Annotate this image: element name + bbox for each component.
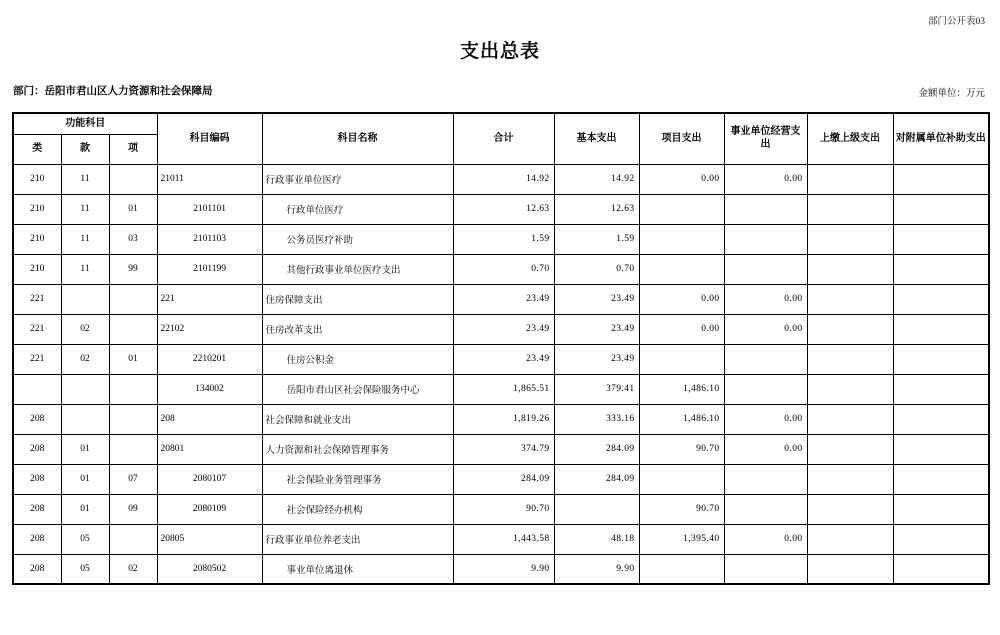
cell-xiang: 01	[109, 344, 157, 374]
header-section: 款	[61, 134, 109, 164]
table-row	[13, 314, 989, 344]
cell-operating: 0.00	[724, 404, 807, 434]
cell-xiang	[109, 284, 157, 314]
table-row	[13, 404, 989, 434]
cell-basic: 0.70	[554, 254, 639, 284]
cell-operating	[724, 224, 807, 254]
cell-name: 事业单位离退休	[262, 554, 453, 584]
cell-xiang: 01	[109, 194, 157, 224]
cell-xiang	[109, 524, 157, 554]
cell-total: 23.49	[453, 314, 554, 344]
cell-basic: 284.09	[554, 464, 639, 494]
cell-operating	[724, 344, 807, 374]
table-row	[13, 224, 989, 254]
cell-lei: 208	[13, 554, 61, 584]
cell-total: 9.90	[453, 554, 554, 584]
cell-name: 公务员医疗补助	[262, 224, 453, 254]
cell-code: 2080109	[157, 494, 262, 524]
cell-subsidy	[893, 284, 989, 314]
cell-kuan: 02	[61, 314, 109, 344]
cell-name: 行政事业单位养老支出	[262, 524, 453, 554]
table-row	[13, 284, 989, 314]
cell-code: 2210201	[157, 344, 262, 374]
cell-basic	[554, 494, 639, 524]
cell-lei: 210	[13, 254, 61, 284]
table-row	[13, 494, 989, 524]
cell-code: 134002	[157, 374, 262, 404]
cell-kuan: 01	[61, 434, 109, 464]
cell-basic: 284.09	[554, 434, 639, 464]
cell-xiang: 99	[109, 254, 157, 284]
header-item: 项	[109, 134, 157, 164]
cell-subsidy	[893, 164, 989, 194]
cell-name: 住房公积金	[262, 344, 453, 374]
cell-code: 2101103	[157, 224, 262, 254]
header-upper-level-expenditure: 上缴上级支出	[807, 113, 893, 164]
cell-project	[639, 224, 724, 254]
cell-xiang: 02	[109, 554, 157, 584]
cell-operating	[724, 194, 807, 224]
cell-subsidy	[893, 344, 989, 374]
header-subject-code: 科目编码	[157, 113, 262, 164]
cell-kuan: 01	[61, 464, 109, 494]
cell-lei: 208	[13, 464, 61, 494]
cell-project	[639, 554, 724, 584]
table-row	[13, 464, 989, 494]
cell-lei: 221	[13, 284, 61, 314]
cell-project: 1,395.40	[639, 524, 724, 554]
cell-code: 2101101	[157, 194, 262, 224]
cell-code: 20801	[157, 434, 262, 464]
cell-code: 21011	[157, 164, 262, 194]
cell-kuan: 11	[61, 194, 109, 224]
cell-subsidy	[893, 404, 989, 434]
cell-code: 2080107	[157, 464, 262, 494]
cell-basic: 333.16	[554, 404, 639, 434]
cell-project: 0.00	[639, 284, 724, 314]
cell-basic: 379.41	[554, 374, 639, 404]
table-row	[13, 434, 989, 464]
table-row	[13, 194, 989, 224]
cell-kuan: 11	[61, 224, 109, 254]
header-project-expenditure: 项目支出	[639, 113, 724, 164]
cell-upper	[807, 314, 893, 344]
cell-subsidy	[893, 314, 989, 344]
table-header	[13, 113, 989, 164]
cell-lei: 208	[13, 494, 61, 524]
cell-kuan	[61, 284, 109, 314]
table-row	[13, 164, 989, 194]
cell-code: 2080502	[157, 554, 262, 584]
cell-total: 0.70	[453, 254, 554, 284]
cell-subsidy	[893, 194, 989, 224]
cell-project	[639, 464, 724, 494]
cell-project: 1,486.10	[639, 404, 724, 434]
cell-basic: 1.59	[554, 224, 639, 254]
table-row	[13, 254, 989, 284]
document-code-label: 部门公开表03	[927, 17, 985, 27]
cell-basic: 23.49	[554, 284, 639, 314]
cell-upper	[807, 284, 893, 314]
cell-upper	[807, 254, 893, 284]
cell-subsidy	[893, 494, 989, 524]
cell-name: 社会保障和就业支出	[262, 404, 453, 434]
cell-total: 1,865.51	[453, 374, 554, 404]
cell-name: 行政事业单位医疗	[262, 164, 453, 194]
cell-total: 1,443.58	[453, 524, 554, 554]
cell-basic: 23.49	[554, 344, 639, 374]
cell-subsidy	[893, 224, 989, 254]
cell-lei: 210	[13, 224, 61, 254]
cell-lei: 208	[13, 524, 61, 554]
cell-xiang	[109, 314, 157, 344]
amount-unit-label: 金额单位：万元	[918, 89, 985, 99]
cell-name: 住房改革支出	[262, 314, 453, 344]
cell-basic: 23.49	[554, 314, 639, 344]
cell-lei: 210	[13, 164, 61, 194]
cell-total: 14.92	[453, 164, 554, 194]
cell-kuan: 01	[61, 494, 109, 524]
cell-operating: 0.00	[724, 524, 807, 554]
cell-kuan: 11	[61, 254, 109, 284]
cell-kuan	[61, 374, 109, 404]
cell-subsidy	[893, 464, 989, 494]
cell-upper	[807, 164, 893, 194]
cell-name: 其他行政事业单位医疗支出	[262, 254, 453, 284]
cell-upper	[807, 344, 893, 374]
cell-name: 社会保险业务管理事务	[262, 464, 453, 494]
cell-total: 12.63	[453, 194, 554, 224]
cell-upper	[807, 494, 893, 524]
cell-operating: 0.00	[724, 314, 807, 344]
cell-operating	[724, 464, 807, 494]
cell-name: 行政单位医疗	[262, 194, 453, 224]
cell-lei: 221	[13, 344, 61, 374]
cell-total: 374.79	[453, 434, 554, 464]
header-operating-expenditure: 事业单位经营支出	[724, 113, 807, 164]
cell-total: 284.09	[453, 464, 554, 494]
cell-basic: 14.92	[554, 164, 639, 194]
cell-operating	[724, 374, 807, 404]
cell-code: 22102	[157, 314, 262, 344]
cell-basic: 12.63	[554, 194, 639, 224]
header-class: 类	[13, 134, 61, 164]
table-row	[13, 344, 989, 374]
cell-upper	[807, 374, 893, 404]
cell-total: 1,819.26	[453, 404, 554, 434]
cell-xiang: 09	[109, 494, 157, 524]
cell-subsidy	[893, 434, 989, 464]
department-label: 部门：岳阳市君山区人力资源和社会保障局	[13, 85, 213, 97]
cell-operating	[724, 554, 807, 584]
cell-project: 0.00	[639, 314, 724, 344]
table-body	[13, 164, 989, 584]
cell-operating: 0.00	[724, 434, 807, 464]
cell-project: 90.70	[639, 434, 724, 464]
cell-code: 221	[157, 284, 262, 314]
cell-lei	[13, 374, 61, 404]
cell-total: 23.49	[453, 284, 554, 314]
cell-project	[639, 194, 724, 224]
cell-total: 90.70	[453, 494, 554, 524]
cell-code: 20805	[157, 524, 262, 554]
header-subsidy-expenditure: 对附属单位补助支出	[893, 113, 989, 164]
cell-name: 岳阳市君山区社会保险服务中心	[262, 374, 453, 404]
table-row	[13, 554, 989, 584]
cell-xiang	[109, 404, 157, 434]
cell-subsidy	[893, 254, 989, 284]
header-functional-subject: 功能科目	[13, 113, 157, 134]
cell-subsidy	[893, 554, 989, 584]
cell-total: 1.59	[453, 224, 554, 254]
cell-lei: 208	[13, 434, 61, 464]
header-subject-name: 科目名称	[262, 113, 453, 164]
cell-xiang	[109, 164, 157, 194]
cell-lei: 210	[13, 194, 61, 224]
cell-upper	[807, 404, 893, 434]
cell-upper	[807, 224, 893, 254]
cell-project: 90.70	[639, 494, 724, 524]
cell-kuan: 05	[61, 524, 109, 554]
cell-upper	[807, 554, 893, 584]
table-row	[13, 374, 989, 404]
cell-name: 人力资源和社会保障管理事务	[262, 434, 453, 464]
cell-kuan: 02	[61, 344, 109, 374]
cell-project	[639, 344, 724, 374]
cell-project: 1,486.10	[639, 374, 724, 404]
cell-name: 住房保障支出	[262, 284, 453, 314]
cell-total: 23.49	[453, 344, 554, 374]
cell-operating: 0.00	[724, 164, 807, 194]
cell-lei: 208	[13, 404, 61, 434]
cell-subsidy	[893, 374, 989, 404]
cell-kuan: 11	[61, 164, 109, 194]
header-total: 合计	[453, 113, 554, 164]
cell-xiang	[109, 374, 157, 404]
cell-xiang: 07	[109, 464, 157, 494]
cell-name: 社会保险经办机构	[262, 494, 453, 524]
cell-code: 208	[157, 404, 262, 434]
cell-project: 0.00	[639, 164, 724, 194]
cell-upper	[807, 524, 893, 554]
cell-code: 2101199	[157, 254, 262, 284]
cell-operating	[724, 254, 807, 284]
cell-xiang: 03	[109, 224, 157, 254]
cell-upper	[807, 464, 893, 494]
cell-lei: 221	[13, 314, 61, 344]
cell-upper	[807, 434, 893, 464]
cell-subsidy	[893, 524, 989, 554]
table-row	[13, 524, 989, 554]
cell-basic: 9.90	[554, 554, 639, 584]
cell-operating	[724, 494, 807, 524]
cell-operating: 0.00	[724, 284, 807, 314]
cell-upper	[807, 194, 893, 224]
cell-kuan	[61, 404, 109, 434]
cell-project	[639, 254, 724, 284]
header-basic-expenditure: 基本支出	[554, 113, 639, 164]
cell-basic: 48.18	[554, 524, 639, 554]
expenditure-table	[12, 112, 990, 585]
cell-kuan: 05	[61, 554, 109, 584]
page-title: 支出总表	[459, 41, 540, 62]
cell-xiang	[109, 434, 157, 464]
